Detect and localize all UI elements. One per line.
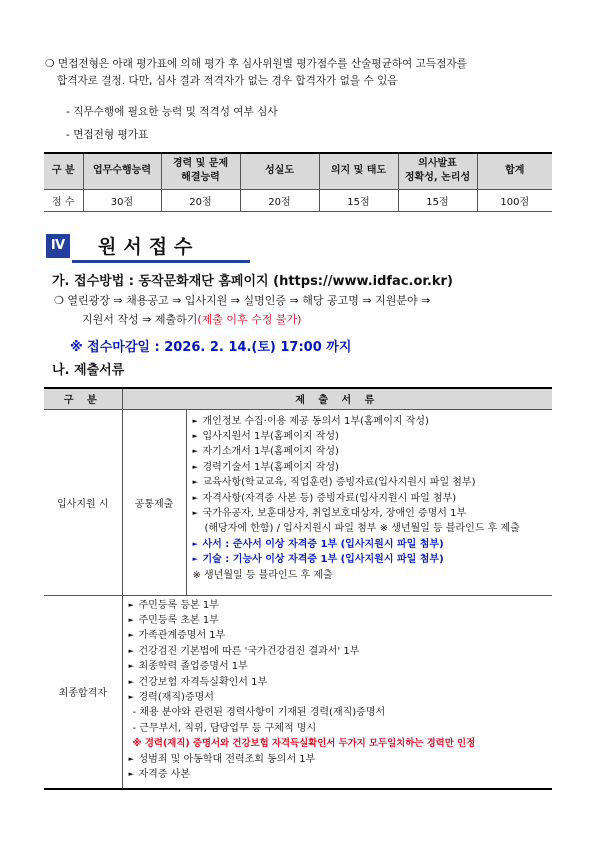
evaluation-table xyxy=(44,152,552,212)
eval-header-problem-solving: 경력 및 문제 해결능력 xyxy=(161,153,240,189)
score-cell: 15점 xyxy=(319,189,398,211)
score-cell: 15점 xyxy=(398,189,477,211)
list-item: ► 경력기술서 1부(홈페이지 작성) xyxy=(192,461,339,473)
eval-header-sincerity: 성실도 xyxy=(240,153,319,189)
section-heading xyxy=(46,234,566,258)
list-item: ► 국가유공자, 보훈대상자, 취업보호대상자, 장애인 증명서 1부 xyxy=(192,507,467,519)
final-label: 최종합격자 xyxy=(44,595,122,789)
list-item: ► 교육사항(학교교육, 직업훈련) 증빙자료(입사지원시 파일 첨부) xyxy=(192,477,476,489)
docs-row-applicant xyxy=(44,409,552,595)
list-item: ► 건강검진 기본법에 따른 '국가건강검진 결과서' 1부 xyxy=(128,645,360,657)
eval-header-job-ability: 업무수행능력 xyxy=(83,153,161,189)
docs-heading: 나. 제출서류 xyxy=(52,363,125,378)
bullet-mark: ❍ xyxy=(54,294,64,307)
career-warning: ※ 경력(재직) 증명서와 건강보험 자격득실확인서 두가지 모두일치하는 경력만 인정 xyxy=(132,738,476,750)
final-docs-cell xyxy=(122,595,552,789)
list-item: ► 최종학력 졸업증명서 1부 xyxy=(128,661,248,673)
interview-sub-1: - 직무수행에 필요한 능력 및 적격성 여부 심사 xyxy=(66,106,278,118)
list-item: ► 주민등록 초본 1부 xyxy=(128,614,219,626)
clerk-requirement: ► 사서 : 준사서 이상 자격증 1부 (입사지원시 파일 첨부) xyxy=(192,538,444,550)
score-cell: 100점 xyxy=(477,189,552,211)
deadline-notice: ※ 접수마감일 : 2026. 2. 14.(토) 17:00 까지 xyxy=(70,340,352,355)
common-note: (해당자에 한함) / 입사지원시 파일 첨부 ※ 생년월일 등 블라인드 후 제출 xyxy=(204,523,520,535)
score-row-label: 점 수 xyxy=(44,189,83,211)
docs-header-category: 구 분 xyxy=(44,388,122,409)
interview-sub-2: - 면접전형 평가표 xyxy=(66,129,149,141)
bullet-mark: ❍ xyxy=(45,58,55,70)
common-label: 공통제출 xyxy=(122,409,186,595)
score-cell: 30점 xyxy=(83,189,161,211)
list-item: ► 주민등록 등본 1부 xyxy=(128,599,219,611)
list-item: ► 건강보험 자격득실확인서 1부 xyxy=(128,676,268,688)
common-docs-cell xyxy=(186,409,552,595)
section-title: 원서접수 xyxy=(98,236,200,258)
career-sub-2: - 근무부서, 직위, 담당업무 등 구체적 명시 xyxy=(132,722,317,734)
documents-table xyxy=(44,387,552,790)
interview-line-1: 면접전형은 아래 평가표에 의해 평가 후 심사위원별 평가점수를 산술평균하여 고득점자를 xyxy=(57,58,467,70)
eval-header-category: 구 분 xyxy=(44,153,83,189)
apply-steps-line-1: 열린광장 ⇒ 채용공고 ⇒ 입사지원 ⇒ 실명인증 ⇒ 해당 공고명 ⇒ 지원분야 ⇒ xyxy=(67,294,431,307)
tech-requirement: ► 기술 : 기능사 이상 자격증 1부 (입사지원시 파일 첨부) xyxy=(192,554,444,566)
score-cell: 20점 xyxy=(161,189,240,211)
final-docs-list xyxy=(123,596,553,789)
list-item: ► 입사지원서 1부(홈페이지 작성) xyxy=(192,430,339,442)
evaluation-header-row xyxy=(44,153,552,189)
evaluation-score-row xyxy=(44,189,552,211)
list-item: ► 자격사항(자격증 사본 등) 증빙자료(입사지원시 파일 첨부) xyxy=(192,492,457,504)
apply-method-heading: 가. 접수방법 : 동작문화재단 홈페이지 (https://www.idfac.or.kr) xyxy=(52,274,453,289)
score-cell: 20점 xyxy=(240,189,319,211)
applicant-label: 입사지원 시 xyxy=(44,409,122,595)
section-underline xyxy=(72,260,250,263)
interview-line-2: 합격자로 결정. 다만, 심사 결과 적격자가 없는 경우 합격자가 없을 수 있음 xyxy=(57,75,398,87)
eval-header-total: 합계 xyxy=(477,153,552,189)
list-item: ► 개인정보 수집·이용 제공 동의서 1부(홈페이지 작성) xyxy=(192,415,429,427)
career-sub-1: - 채용 분야와 관련된 경력사항이 기재된 경력(재직)증명서 xyxy=(132,707,386,719)
eval-header-attitude: 의지 및 태도 xyxy=(319,153,398,189)
docs-header-documents: 제 출 서 류 xyxy=(122,388,552,409)
list-item: ► 자격증 사본 xyxy=(128,768,190,780)
apply-steps-note: (제출 이후 수정 불가) xyxy=(197,313,302,326)
docs-row-final xyxy=(44,595,552,789)
eval-header-presentation: 의사발표 정확성, 논리성 xyxy=(398,153,477,189)
list-item: ► 성범죄 및 아동학대 전력조회 동의서 1부 xyxy=(128,753,316,765)
interview-paragraph xyxy=(45,56,565,90)
apply-steps xyxy=(54,291,574,329)
list-item: ► 자기소개서 1부(홈페이지 작성) xyxy=(192,446,339,458)
section-number-badge: Ⅳ xyxy=(46,234,70,258)
docs-header-row xyxy=(44,388,552,409)
apply-steps-line-2: 지원서 작성 ⇒ 제출하기 xyxy=(82,313,198,326)
list-item: ► 가족관계증명서 1부 xyxy=(128,630,226,642)
blind-note: ※ 생년월일 등 블라인드 후 제출 xyxy=(192,569,333,581)
common-docs-list xyxy=(187,410,553,589)
list-item: ► 경력(재직)증명서 xyxy=(128,691,214,703)
